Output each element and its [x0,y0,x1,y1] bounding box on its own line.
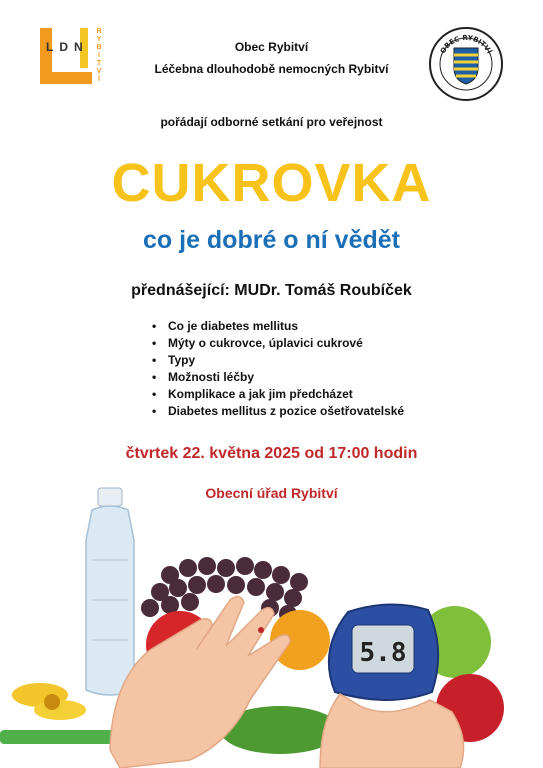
glucometer [329,604,438,700]
speaker-line: přednášející: MUDr. Tomáš Roubíček [131,282,412,299]
logo-letters: LDN [46,40,89,54]
logo-vertical-text: R Y B I T V Í [96,28,102,83]
org-facility: Léčebna dlouhodobě nemocných Rybitví [154,62,389,76]
diabetes-illustration [0,480,543,768]
blood-drop [258,627,264,633]
topic-item: • Diabetes mellitus z pozice ošetřovatelské [150,403,404,420]
org-name: Obec Rybitví [234,40,309,54]
intro-text: pořádají odborné setkání pro veřejnost [160,115,383,129]
event-date: čtvrtek 22. května 2025 od 17:00 hodin [125,445,418,462]
topic-item: • Komplikace a jak jim předcházet [150,386,404,403]
ldn-logo [40,28,102,86]
event-venue: Obecní úřad Rybitví [205,485,338,501]
page-subtitle: co je dobré o ní vědět [143,226,400,254]
meter-reading: 5.8 [359,638,407,668]
topic-item: • Možnosti léčby [150,369,404,386]
water-bottle [86,488,134,695]
crest-text: OBEC RYBITVÍ [438,33,494,56]
topic-item: • Co je diabetes mellitus [150,318,404,335]
topic-item: • Typy [150,352,404,369]
topic-list [150,318,404,420]
page-title: CUKROVKA [111,153,432,213]
topic-item: • Mýty o cukrovce, úplavici cukrové [150,335,404,352]
